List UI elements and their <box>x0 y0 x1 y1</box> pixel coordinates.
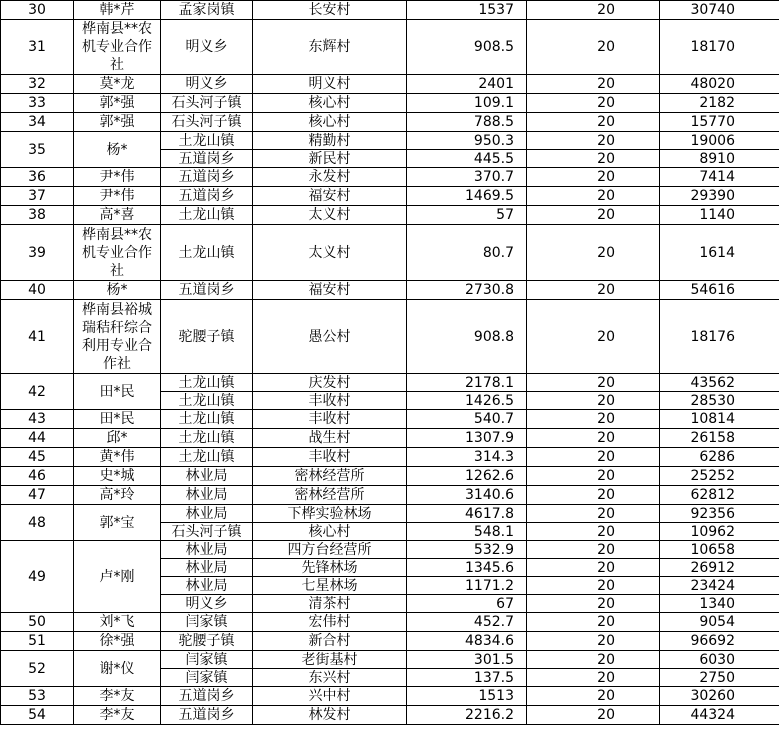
amount-value: 26912 <box>660 559 779 577</box>
town-name: 土龙山镇 <box>161 206 253 225</box>
village-name: 先锋林场 <box>253 559 407 577</box>
rate-value: 20 <box>527 669 660 687</box>
area-value: 1307.9 <box>407 429 527 448</box>
recipient-name: 田*民 <box>74 410 161 429</box>
area-value: 548.1 <box>407 523 527 541</box>
village-name: 丰收村 <box>253 448 407 467</box>
rate-value: 20 <box>527 632 660 651</box>
village-name: 永发村 <box>253 168 407 187</box>
village-name: 丰收村 <box>253 410 407 429</box>
recipient-name: 刘*飞 <box>74 613 161 632</box>
recipient-name: 尹*伟 <box>74 168 161 187</box>
town-name: 驼腰子镇 <box>161 632 253 651</box>
village-name: 下桦实验林场 <box>253 505 407 523</box>
row-number: 35 <box>1 132 74 168</box>
rate-value: 20 <box>527 300 660 374</box>
town-name: 土龙山镇 <box>161 410 253 429</box>
area-value: 67 <box>407 595 527 613</box>
rate-value: 20 <box>527 541 660 559</box>
town-name: 五道岗乡 <box>161 706 253 725</box>
village-name: 兴中村 <box>253 687 407 706</box>
town-name: 林业局 <box>161 577 253 595</box>
row-number: 44 <box>1 429 74 448</box>
village-name: 福安村 <box>253 281 407 300</box>
town-name: 土龙山镇 <box>161 374 253 392</box>
recipient-name: 高*喜 <box>74 206 161 225</box>
rate-value: 20 <box>527 281 660 300</box>
rate-value: 20 <box>527 595 660 613</box>
amount-value: 25252 <box>660 467 779 486</box>
table-row <box>1 613 779 632</box>
area-value: 4617.8 <box>407 505 527 523</box>
amount-value: 6030 <box>660 651 779 669</box>
table-row <box>1 374 779 392</box>
table-row <box>1 505 779 523</box>
rate-value: 20 <box>527 687 660 706</box>
rate-value: 20 <box>527 113 660 132</box>
amount-value: 48020 <box>660 75 779 94</box>
table-body <box>1 1 779 725</box>
rate-value: 20 <box>527 374 660 392</box>
town-name: 土龙山镇 <box>161 392 253 410</box>
amount-value: 6286 <box>660 448 779 467</box>
table-row <box>1 281 779 300</box>
village-name: 新合村 <box>253 632 407 651</box>
amount-value: 26158 <box>660 429 779 448</box>
town-name: 土龙山镇 <box>161 448 253 467</box>
area-value: 4834.6 <box>407 632 527 651</box>
town-name: 明义乡 <box>161 595 253 613</box>
rate-value: 20 <box>527 1 660 20</box>
rate-value: 20 <box>527 187 660 206</box>
area-value: 1262.6 <box>407 467 527 486</box>
village-name: 老街基村 <box>253 651 407 669</box>
rate-value: 20 <box>527 448 660 467</box>
recipient-name: 李*友 <box>74 706 161 725</box>
village-name: 太义村 <box>253 206 407 225</box>
table-row <box>1 187 779 206</box>
rate-value: 20 <box>527 429 660 448</box>
row-number: 42 <box>1 374 74 410</box>
row-number: 30 <box>1 1 74 20</box>
town-name: 五道岗乡 <box>161 187 253 206</box>
rate-value: 20 <box>527 467 660 486</box>
recipient-name: 李*友 <box>74 687 161 706</box>
town-name: 石头河子镇 <box>161 94 253 113</box>
recipient-name: 郭*强 <box>74 113 161 132</box>
town-name: 林业局 <box>161 486 253 505</box>
village-name: 战生村 <box>253 429 407 448</box>
area-value: 452.7 <box>407 613 527 632</box>
row-number: 37 <box>1 187 74 206</box>
rate-value: 20 <box>527 486 660 505</box>
rate-value: 20 <box>527 706 660 725</box>
town-name: 五道岗乡 <box>161 687 253 706</box>
village-name: 林发村 <box>253 706 407 725</box>
village-name: 清茶村 <box>253 595 407 613</box>
amount-value: 10658 <box>660 541 779 559</box>
amount-value: 10962 <box>660 523 779 541</box>
rate-value: 20 <box>527 150 660 168</box>
town-name: 林业局 <box>161 505 253 523</box>
area-value: 109.1 <box>407 94 527 113</box>
village-name: 七星林场 <box>253 577 407 595</box>
recipient-name: 史*城 <box>74 467 161 486</box>
table-row <box>1 20 779 75</box>
area-value: 532.9 <box>407 541 527 559</box>
row-number: 34 <box>1 113 74 132</box>
area-value: 57 <box>407 206 527 225</box>
table-row <box>1 706 779 725</box>
table-row <box>1 429 779 448</box>
table-row <box>1 113 779 132</box>
amount-value: 9054 <box>660 613 779 632</box>
town-name: 五道岗乡 <box>161 150 253 168</box>
row-number: 48 <box>1 505 74 541</box>
rate-value: 20 <box>527 94 660 113</box>
rate-value: 20 <box>527 410 660 429</box>
table-row <box>1 651 779 669</box>
amount-value: 2750 <box>660 669 779 687</box>
village-name: 愚公村 <box>253 300 407 374</box>
town-name: 林业局 <box>161 541 253 559</box>
area-value: 445.5 <box>407 150 527 168</box>
rate-value: 20 <box>527 206 660 225</box>
table-row <box>1 225 779 281</box>
amount-value: 1340 <box>660 595 779 613</box>
amount-value: 96692 <box>660 632 779 651</box>
village-name: 密林经营所 <box>253 486 407 505</box>
town-name: 石头河子镇 <box>161 113 253 132</box>
recipient-name: 韩*芹 <box>74 1 161 20</box>
amount-value: 19006 <box>660 132 779 150</box>
amount-value: 18170 <box>660 20 779 75</box>
village-name: 长安村 <box>253 1 407 20</box>
town-name: 闫家镇 <box>161 613 253 632</box>
town-name: 孟家岗镇 <box>161 1 253 20</box>
recipient-name: 卢*刚 <box>74 541 161 613</box>
area-value: 2178.1 <box>407 374 527 392</box>
village-name: 明义村 <box>253 75 407 94</box>
amount-value: 30740 <box>660 1 779 20</box>
amount-value: 8910 <box>660 150 779 168</box>
area-value: 788.5 <box>407 113 527 132</box>
amount-value: 23424 <box>660 577 779 595</box>
town-name: 石头河子镇 <box>161 523 253 541</box>
row-number: 51 <box>1 632 74 651</box>
amount-value: 2182 <box>660 94 779 113</box>
row-number: 40 <box>1 281 74 300</box>
recipient-name: 郭*强 <box>74 94 161 113</box>
town-name: 驼腰子镇 <box>161 300 253 374</box>
row-number: 32 <box>1 75 74 94</box>
amount-value: 30260 <box>660 687 779 706</box>
row-number: 47 <box>1 486 74 505</box>
area-value: 80.7 <box>407 225 527 281</box>
area-value: 137.5 <box>407 669 527 687</box>
table-row <box>1 410 779 429</box>
town-name: 林业局 <box>161 559 253 577</box>
table-row <box>1 94 779 113</box>
table-row <box>1 1 779 20</box>
amount-value: 1614 <box>660 225 779 281</box>
village-name: 丰收村 <box>253 392 407 410</box>
amount-value: 43562 <box>660 374 779 392</box>
recipient-name: 田*民 <box>74 374 161 410</box>
recipient-name: 桦南县裕城瑞秸秆综合利用专业合作社 <box>74 300 161 374</box>
row-number: 43 <box>1 410 74 429</box>
village-name: 东辉村 <box>253 20 407 75</box>
rate-value: 20 <box>527 651 660 669</box>
recipient-name: 谢*仪 <box>74 651 161 687</box>
amount-value: 18176 <box>660 300 779 374</box>
table-row <box>1 541 779 559</box>
amount-value: 28530 <box>660 392 779 410</box>
rate-value: 20 <box>527 20 660 75</box>
rate-value: 20 <box>527 613 660 632</box>
recipient-name: 桦南县**农机专业合作社 <box>74 20 161 75</box>
area-value: 1469.5 <box>407 187 527 206</box>
village-name: 密林经营所 <box>253 467 407 486</box>
area-value: 2730.8 <box>407 281 527 300</box>
village-name: 四方台经营所 <box>253 541 407 559</box>
area-value: 2401 <box>407 75 527 94</box>
area-value: 1537 <box>407 1 527 20</box>
area-value: 908.5 <box>407 20 527 75</box>
area-value: 1426.5 <box>407 392 527 410</box>
town-name: 土龙山镇 <box>161 132 253 150</box>
area-value: 1345.6 <box>407 559 527 577</box>
village-name: 核心村 <box>253 113 407 132</box>
table-row <box>1 486 779 505</box>
village-name: 宏伟村 <box>253 613 407 632</box>
rate-value: 20 <box>527 559 660 577</box>
area-value: 301.5 <box>407 651 527 669</box>
table-row <box>1 206 779 225</box>
area-value: 3140.6 <box>407 486 527 505</box>
row-number: 54 <box>1 706 74 725</box>
amount-value: 10814 <box>660 410 779 429</box>
row-number: 38 <box>1 206 74 225</box>
recipient-name: 高*玲 <box>74 486 161 505</box>
village-name: 福安村 <box>253 187 407 206</box>
row-number: 31 <box>1 20 74 75</box>
area-value: 950.3 <box>407 132 527 150</box>
recipient-name: 尹*伟 <box>74 187 161 206</box>
town-name: 土龙山镇 <box>161 225 253 281</box>
amount-value: 1140 <box>660 206 779 225</box>
rate-value: 20 <box>527 523 660 541</box>
town-name: 明义乡 <box>161 75 253 94</box>
rate-value: 20 <box>527 168 660 187</box>
rate-value: 20 <box>527 392 660 410</box>
amount-value: 15770 <box>660 113 779 132</box>
amount-value: 54616 <box>660 281 779 300</box>
rate-value: 20 <box>527 505 660 523</box>
amount-value: 29390 <box>660 187 779 206</box>
recipient-name: 邱* <box>74 429 161 448</box>
recipient-name: 莫*龙 <box>74 75 161 94</box>
recipient-name: 桦南县**农机专业合作社 <box>74 225 161 281</box>
row-number: 45 <box>1 448 74 467</box>
area-value: 370.7 <box>407 168 527 187</box>
amount-value: 92356 <box>660 505 779 523</box>
area-value: 908.8 <box>407 300 527 374</box>
recipient-name: 徐*强 <box>74 632 161 651</box>
village-name: 精勤村 <box>253 132 407 150</box>
town-name: 明义乡 <box>161 20 253 75</box>
area-value: 314.3 <box>407 448 527 467</box>
town-name: 闫家镇 <box>161 651 253 669</box>
village-name: 庆发村 <box>253 374 407 392</box>
table-row <box>1 168 779 187</box>
town-name: 林业局 <box>161 467 253 486</box>
town-name: 土龙山镇 <box>161 429 253 448</box>
area-value: 1513 <box>407 687 527 706</box>
row-number: 33 <box>1 94 74 113</box>
village-name: 新民村 <box>253 150 407 168</box>
rate-value: 20 <box>527 75 660 94</box>
amount-value: 7414 <box>660 168 779 187</box>
amount-value: 62812 <box>660 486 779 505</box>
table-row <box>1 632 779 651</box>
village-name: 太义村 <box>253 225 407 281</box>
row-number: 39 <box>1 225 74 281</box>
recipient-name: 杨* <box>74 132 161 168</box>
table-row <box>1 467 779 486</box>
town-name: 闫家镇 <box>161 669 253 687</box>
row-number: 49 <box>1 541 74 613</box>
table-row <box>1 132 779 150</box>
row-number: 50 <box>1 613 74 632</box>
row-number: 41 <box>1 300 74 374</box>
village-name: 东兴村 <box>253 669 407 687</box>
rate-value: 20 <box>527 577 660 595</box>
recipient-name: 黄*伟 <box>74 448 161 467</box>
table-row <box>1 448 779 467</box>
recipient-name: 郭*宝 <box>74 505 161 541</box>
row-number: 36 <box>1 168 74 187</box>
amount-value: 44324 <box>660 706 779 725</box>
row-number: 52 <box>1 651 74 687</box>
table-row <box>1 300 779 374</box>
town-name: 五道岗乡 <box>161 281 253 300</box>
table-row <box>1 687 779 706</box>
rate-value: 20 <box>527 225 660 281</box>
table-row <box>1 75 779 94</box>
area-value: 540.7 <box>407 410 527 429</box>
row-number: 46 <box>1 467 74 486</box>
row-number: 53 <box>1 687 74 706</box>
village-name: 核心村 <box>253 94 407 113</box>
town-name: 五道岗乡 <box>161 168 253 187</box>
area-value: 1171.2 <box>407 577 527 595</box>
area-value: 2216.2 <box>407 706 527 725</box>
rate-value: 20 <box>527 132 660 150</box>
village-name: 核心村 <box>253 523 407 541</box>
recipient-name: 杨* <box>74 281 161 300</box>
